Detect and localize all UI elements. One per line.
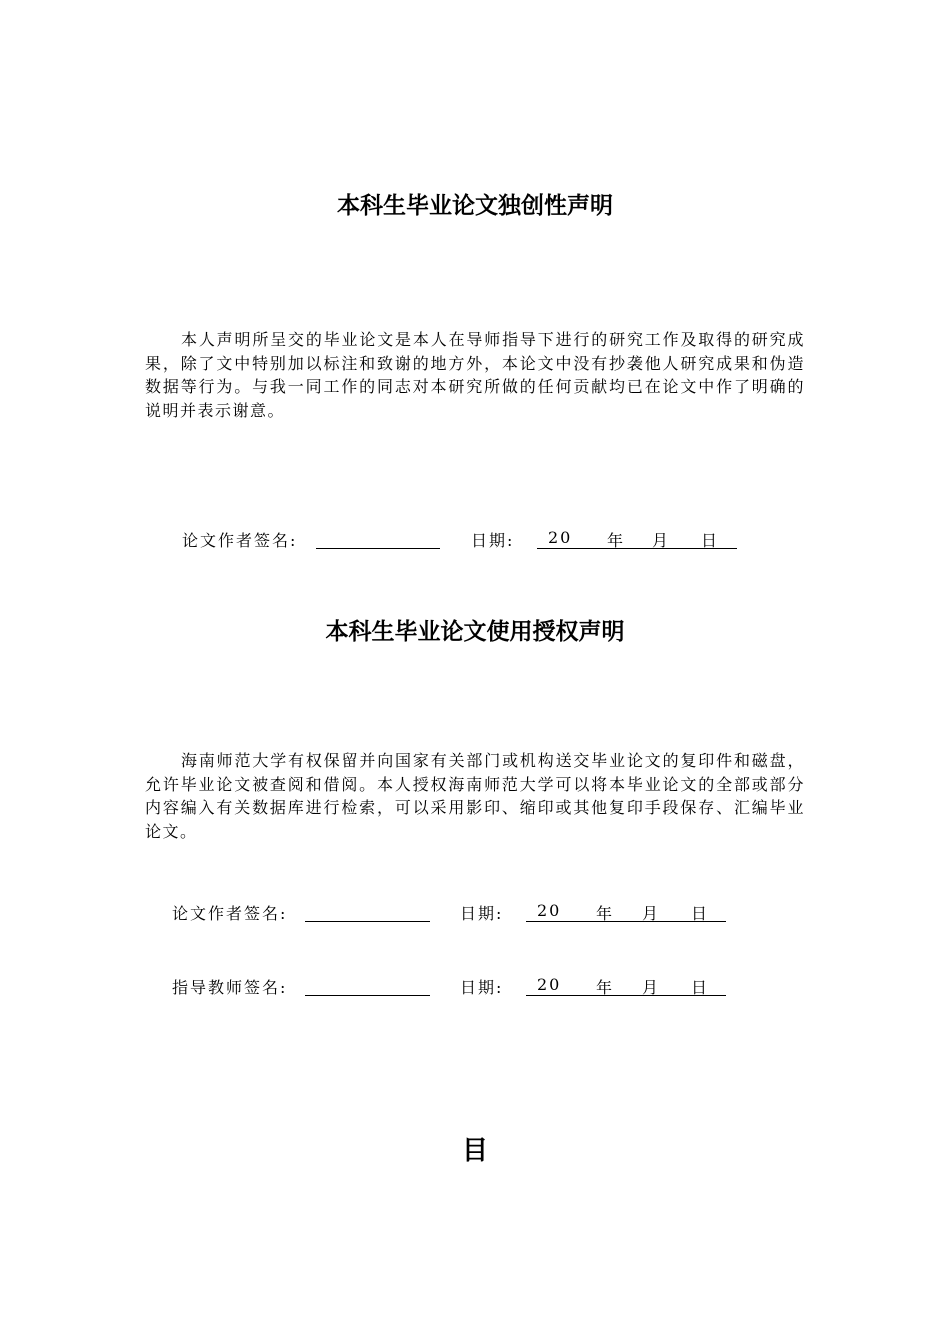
month-char: 月 <box>652 531 671 550</box>
date-label: 日期: <box>471 531 515 550</box>
date-year: 20 <box>537 901 562 920</box>
date-year: 20 <box>537 975 562 994</box>
date-label: 日期: <box>460 978 504 997</box>
year-char: 年 <box>596 978 615 997</box>
authorization-title: 本科生毕业论文使用授权声明 <box>325 619 625 645</box>
advisor-sign-line[interactable] <box>305 995 430 996</box>
month-char: 月 <box>642 904 661 923</box>
authorization-author-row <box>0 901 950 925</box>
toc-heading: 目 <box>461 1136 488 1166</box>
year-char: 年 <box>607 531 626 550</box>
advisor-sign-label: 指导教师签名: <box>172 978 288 997</box>
date-year: 20 <box>548 528 573 547</box>
day-char: 日 <box>701 531 720 550</box>
day-char: 日 <box>691 978 710 997</box>
authorization-body: 海南师范大学有权保留并向国家有关部门或机构送交毕业论文的复印件和磁盘，允许毕业论文被查阅和借阅。本人授权海南师范大学可以将本毕业论文的全部或部分内容编入有关数据库进行检索，可以采用影印、缩印或其他复印手段保存、汇编毕业论文。 <box>145 751 805 841</box>
declaration-title: 本科生毕业论文独创性声明 <box>337 193 613 219</box>
author-sign-label: 论文作者签名: <box>182 531 298 550</box>
author-sign-label: 论文作者签名: <box>172 904 288 923</box>
declaration-body: 本人声明所呈交的毕业论文是本人在导师指导下进行的研究工作及取得的研究成果，除了文中特别加以标注和致谢的地方外，本论文中没有抄袭他人研究成果和伪造数据等行为。与我一同工作的同志对本研究所做的任何贡献均已在论文中作了明确的说明并表示谢意。 <box>145 330 805 420</box>
month-char: 月 <box>642 978 661 997</box>
author-sign-line[interactable] <box>316 548 440 549</box>
authorization-advisor-row <box>0 975 950 999</box>
author-sign-line[interactable] <box>305 921 430 922</box>
day-char: 日 <box>691 904 710 923</box>
declaration-signature-row <box>0 528 950 552</box>
date-label: 日期: <box>460 904 504 923</box>
year-char: 年 <box>596 904 615 923</box>
